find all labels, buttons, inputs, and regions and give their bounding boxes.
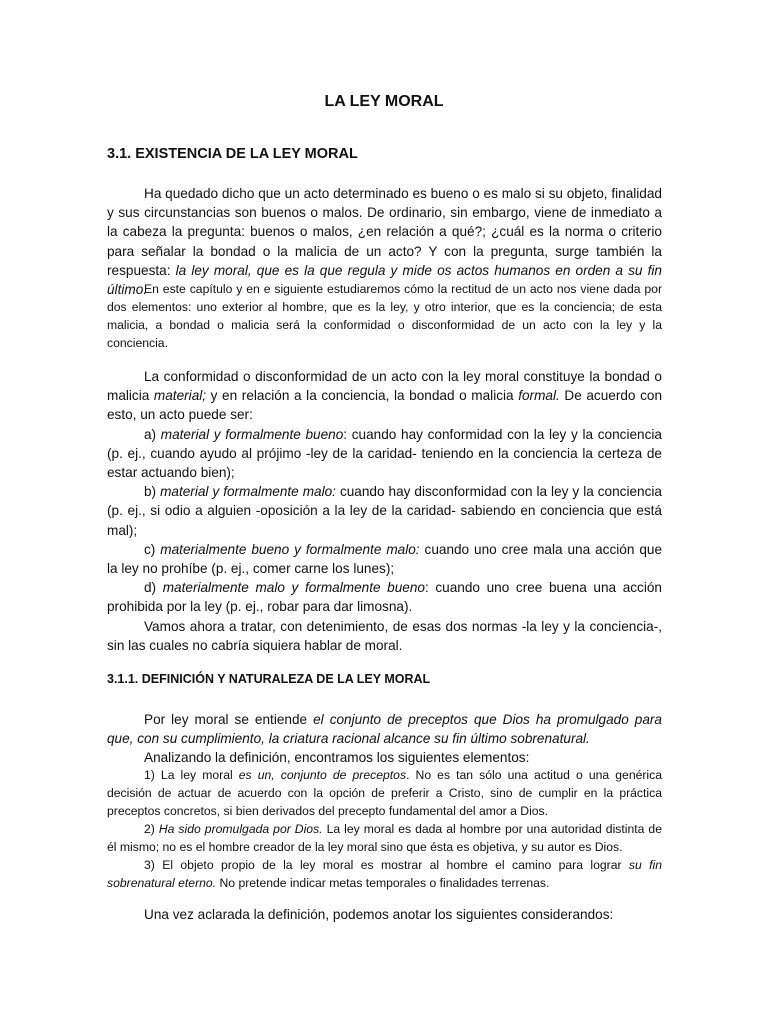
conformity-text-a: La conformidad o disconformidad de un acto con la ley moral constituye la bondad o malicia: [107, 369, 662, 404]
list-item: d) materialmente malo y formalmente bueno: cuando uno cree buena una acción prohibida por la ley (p. ej., robar para dar limosna).: [107, 580, 662, 615]
chapter-note-paragraph: [107, 280, 662, 352]
subsection-heading: 3.1.1. DEFINICIÓN Y NATURALEZA DE LA LEY MORAL: [107, 672, 431, 686]
conformity-block: [107, 367, 662, 655]
closing-block: [107, 905, 662, 924]
closing-paragraph: Una vez aclarada la definición, podemos anotar los siguientes considerandos:: [144, 907, 614, 922]
conformity-em-formal: formal.: [518, 388, 560, 404]
list-item: b) material y formalmente malo: cuando hay disconformidad con la ley y la conciencia (p. ej., si odio a alguien -oposición a la ley de la caridad- sabiendo en conciencia que está mal);: [107, 484, 662, 538]
list-item: 3) El objeto propio de la ley moral es mostrar al hombre el camino para lograr su fin sobrenatural eterno. No pretende indicar metas temporales o finalidades terrenas.: [107, 858, 662, 890]
definition-paragraph: Por ley moral se entiende el conjunto de preceptos que Dios ha promulgado para que, con su cumplimiento, la criatura racional alcance su fin último sobrenatural.: [107, 712, 662, 747]
list-item: c) materialmente bueno y formalmente malo: cuando uno cree mala una acción que la ley no prohíbe (p. ej., comer carne los lunes);: [107, 541, 663, 577]
intro-emphasis: la ley moral, que es la que regula y mide os actos humanos en orden a su fin último.: [107, 262, 662, 298]
page-title: LA LEY MORAL: [324, 93, 444, 110]
section-heading: 3.1. EXISTENCIA DE LA LEY MORAL: [107, 146, 358, 162]
conformity-em-material: material;: [153, 388, 207, 404]
list-item: 2) Ha sido promulgada por Dios. La ley moral es dada al hombre por una autoridad distinta de él mismo; no es el hombre creador de la ley moral sino que ésta es objetiva, y su autor es Dios.: [107, 822, 662, 854]
conformity-text-e: De acuerdo con esto, un acto puede ser:: [107, 388, 663, 423]
analysis-intro: Analizando la definición, encontramos los siguientes elementos:: [144, 750, 530, 766]
definition-emphasis: el conjunto de preceptos que Dios ha promulgado para que, con su cumplimiento, la criatura racional alcance su fin último sobrenatural.: [107, 712, 662, 747]
transition-paragraph: Vamos ahora a tratar, con detenimiento, de esas dos normas -la ley y la conciencia-, sin las cuales no cabría siquiera hablar de moral.: [107, 618, 662, 653]
elements-block: [107, 766, 662, 892]
conformity-text-c: y en relación a la conciencia, la bondad o malicia: [206, 388, 519, 404]
conformity-paragraph: [107, 367, 662, 425]
chapter-note-text: En este capítulo y en e siguiente estudiaremos cómo la rectitud de un acto nos viene dada por dos elementos: uno exterior al hombre, que es la ley, y otro interior, que es la conciencia; de esta malicia, a bondad o malicia será la conformidad o disconformidad de un acto con la ley y la conciencia.: [107, 282, 662, 350]
intro-text: Ha quedado dicho que un acto determinado es bueno o es malo si su objeto, finalidad y sus circunstancias son buenos o malos. De ordinario, sin embargo, viene de inmediato a la cabeza la pregunta: buenos o malos, ¿en relación a qué?; ¿cuál es la norma o criterio para señalar la bondad o la malicia de un acto? Y con la pregunta, surge también la respuesta:: [107, 186, 662, 278]
definition-block: [107, 710, 662, 768]
list-item: 1) La ley moral es un, conjunto de preceptos. No es tan sólo una actitud o una genérica decisión de actuar de acuerdo con la opción de preferir a Cristo, sino de cumplir en la práctica preceptos concretos, si bien derivados del precepto fundamental del amor a Dios.: [107, 768, 663, 818]
list-item: a) material y formalmente bueno: cuando hay conformidad con la ley y la conciencia (p. ej., cuando ayudo al prójimo -ley de la caridad- teniendo en la conciencia la certeza de estar actuando bien);: [107, 426, 662, 481]
